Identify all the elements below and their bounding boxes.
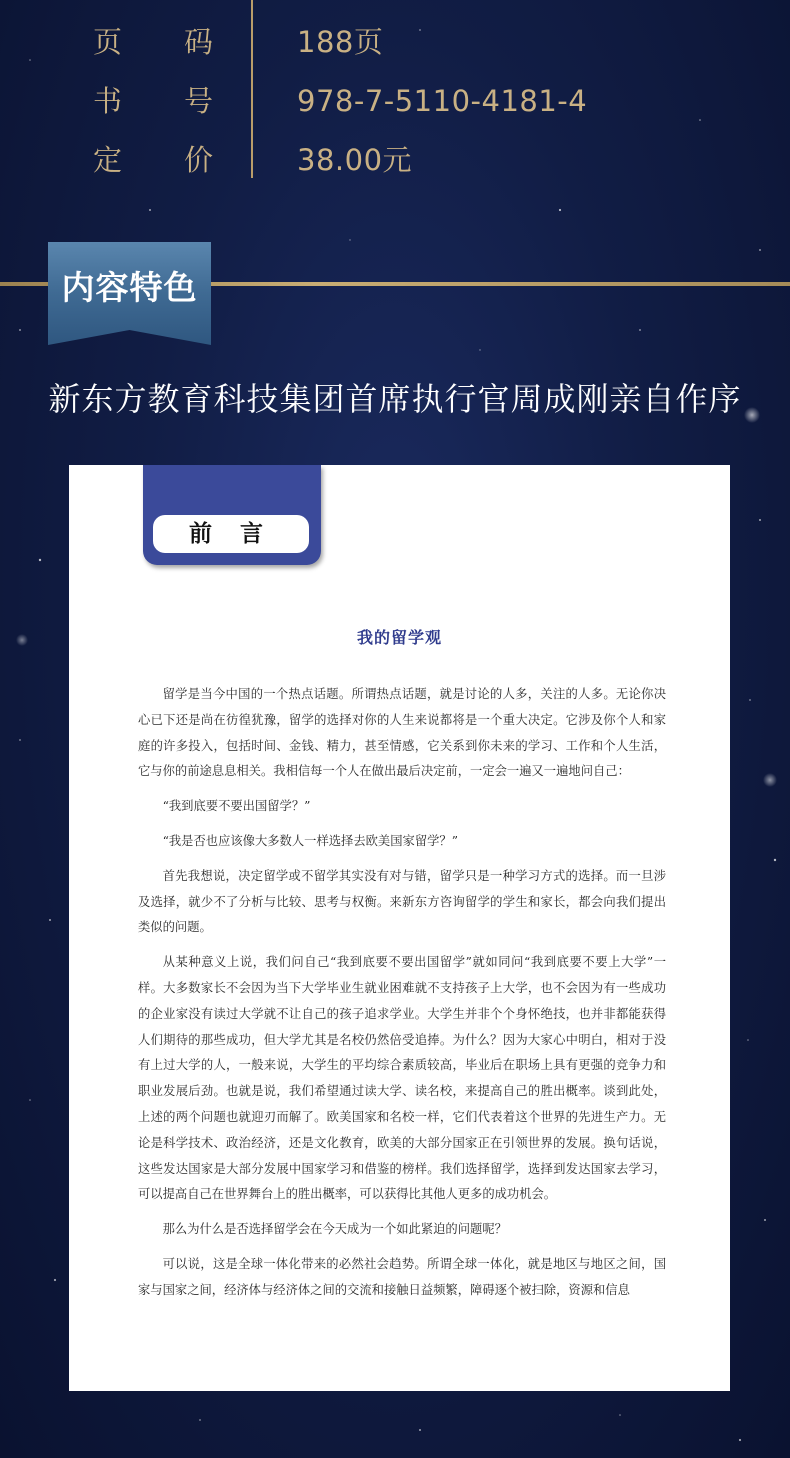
- info-row-isbn: [0, 81, 790, 121]
- info-row-price: [0, 140, 790, 180]
- info-value-pages: 188页: [297, 25, 384, 59]
- paragraph: 那么为什么是否选择留学会在今天成为一个如此紧迫的问题呢？: [162, 1222, 507, 1237]
- info-row-pages: [0, 22, 790, 62]
- info-label-isbn: 书 号: [93, 84, 213, 118]
- info-label-price: 定 价: [93, 143, 213, 177]
- headline: 新东方教育科技集团首席执行官周成刚亲自作序: [48, 380, 742, 418]
- paragraph: 留学是当今中国的一个热点话题。所谓热点话题，就是讨论的人多，关注的人多。无论你决心已下还是尚在彷徨犹豫，留学的选择对你的人生来说都将是一个重大决定。它涉及你个人和家庭的许多投入，包括时间、金钱、精力，甚至情感，它关系到你未来的学习、工作和个人生活，它与你的前途息息相关。我相信每一个人在做出最后决定前，一定会一遍又一遍地问自己：: [138, 687, 666, 779]
- paragraph: 首先我想说，决定留学或不留学其实没有对与错，留学只是一种学习方式的选择。而一旦涉及选择，就少不了分析与比较、思考与权衡。来新东方咨询留学的学生和家长，都会向我们提出类似的问题。: [138, 868, 666, 935]
- section-tag: [48, 242, 211, 345]
- info-value-price: 38.00元: [297, 143, 413, 177]
- paragraph: 从某种意义上说，我们问自己“我到底要不要出国留学”就如同问“我到底要不要上大学”一样。大多数家长不会因为当下大学毕业生就业困难就不支持孩子上大学，也不会因为有一些成功的企业家没有读过大学就不让自己的孩子追求学业。大学生并非个个身怀绝技，也并非都能获得人们期待的那些成功，但大学尤其是名校仍然倍受追捧。为什么？因为大家心中明白，相对于没有上过大学的人，一般来说，大学生的平均综合素质较高，毕业后在职场上具有更强的竞争力和职业发展后劲。也就是说，我们希望通过读大学、读名校，来提高自己的胜出概率。谈到此处，上述的两个问题也就迎刃而解了。欧美国家和名校一样，它们代表着这个世界的先进生产力。无论是科学技术、政治经济，还是文化教育，欧美的大部分国家正在引领世界的发展。换句话说，这些发达国家是大部分发展中国家学习和借鉴的榜样。我们选择留学，选择到发达国家去学习，可以提高自己在世界舞台上的胜出概率，可以获得比其他人更多的成功机会。: [138, 955, 666, 1202]
- paragraph: “我是否也应该像大多数人一样选择去欧美国家留学？”: [162, 833, 458, 848]
- info-value-isbn: 978-7-5110-4181-4: [297, 84, 588, 118]
- document-body: [138, 682, 666, 1313]
- preface-tab: [143, 465, 321, 565]
- document-page-preview: [69, 465, 730, 1391]
- document-title: 我的留学观: [356, 628, 442, 647]
- paragraph: “我到底要不要出国留学？”: [162, 799, 311, 814]
- paragraph: 可以说，这是全球一体化带来的必然社会趋势。所谓全球一体化，就是地区与地区之间，国家与国家之间，经济体与经济体之间的交流和接触日益频繁，障碍逐个被扫除，资源和信息: [138, 1256, 666, 1297]
- preface-tab-label: 前 言: [188, 520, 273, 547]
- info-label-pages: 页 码: [93, 25, 213, 59]
- section-tag-label: 内容特色: [61, 268, 198, 307]
